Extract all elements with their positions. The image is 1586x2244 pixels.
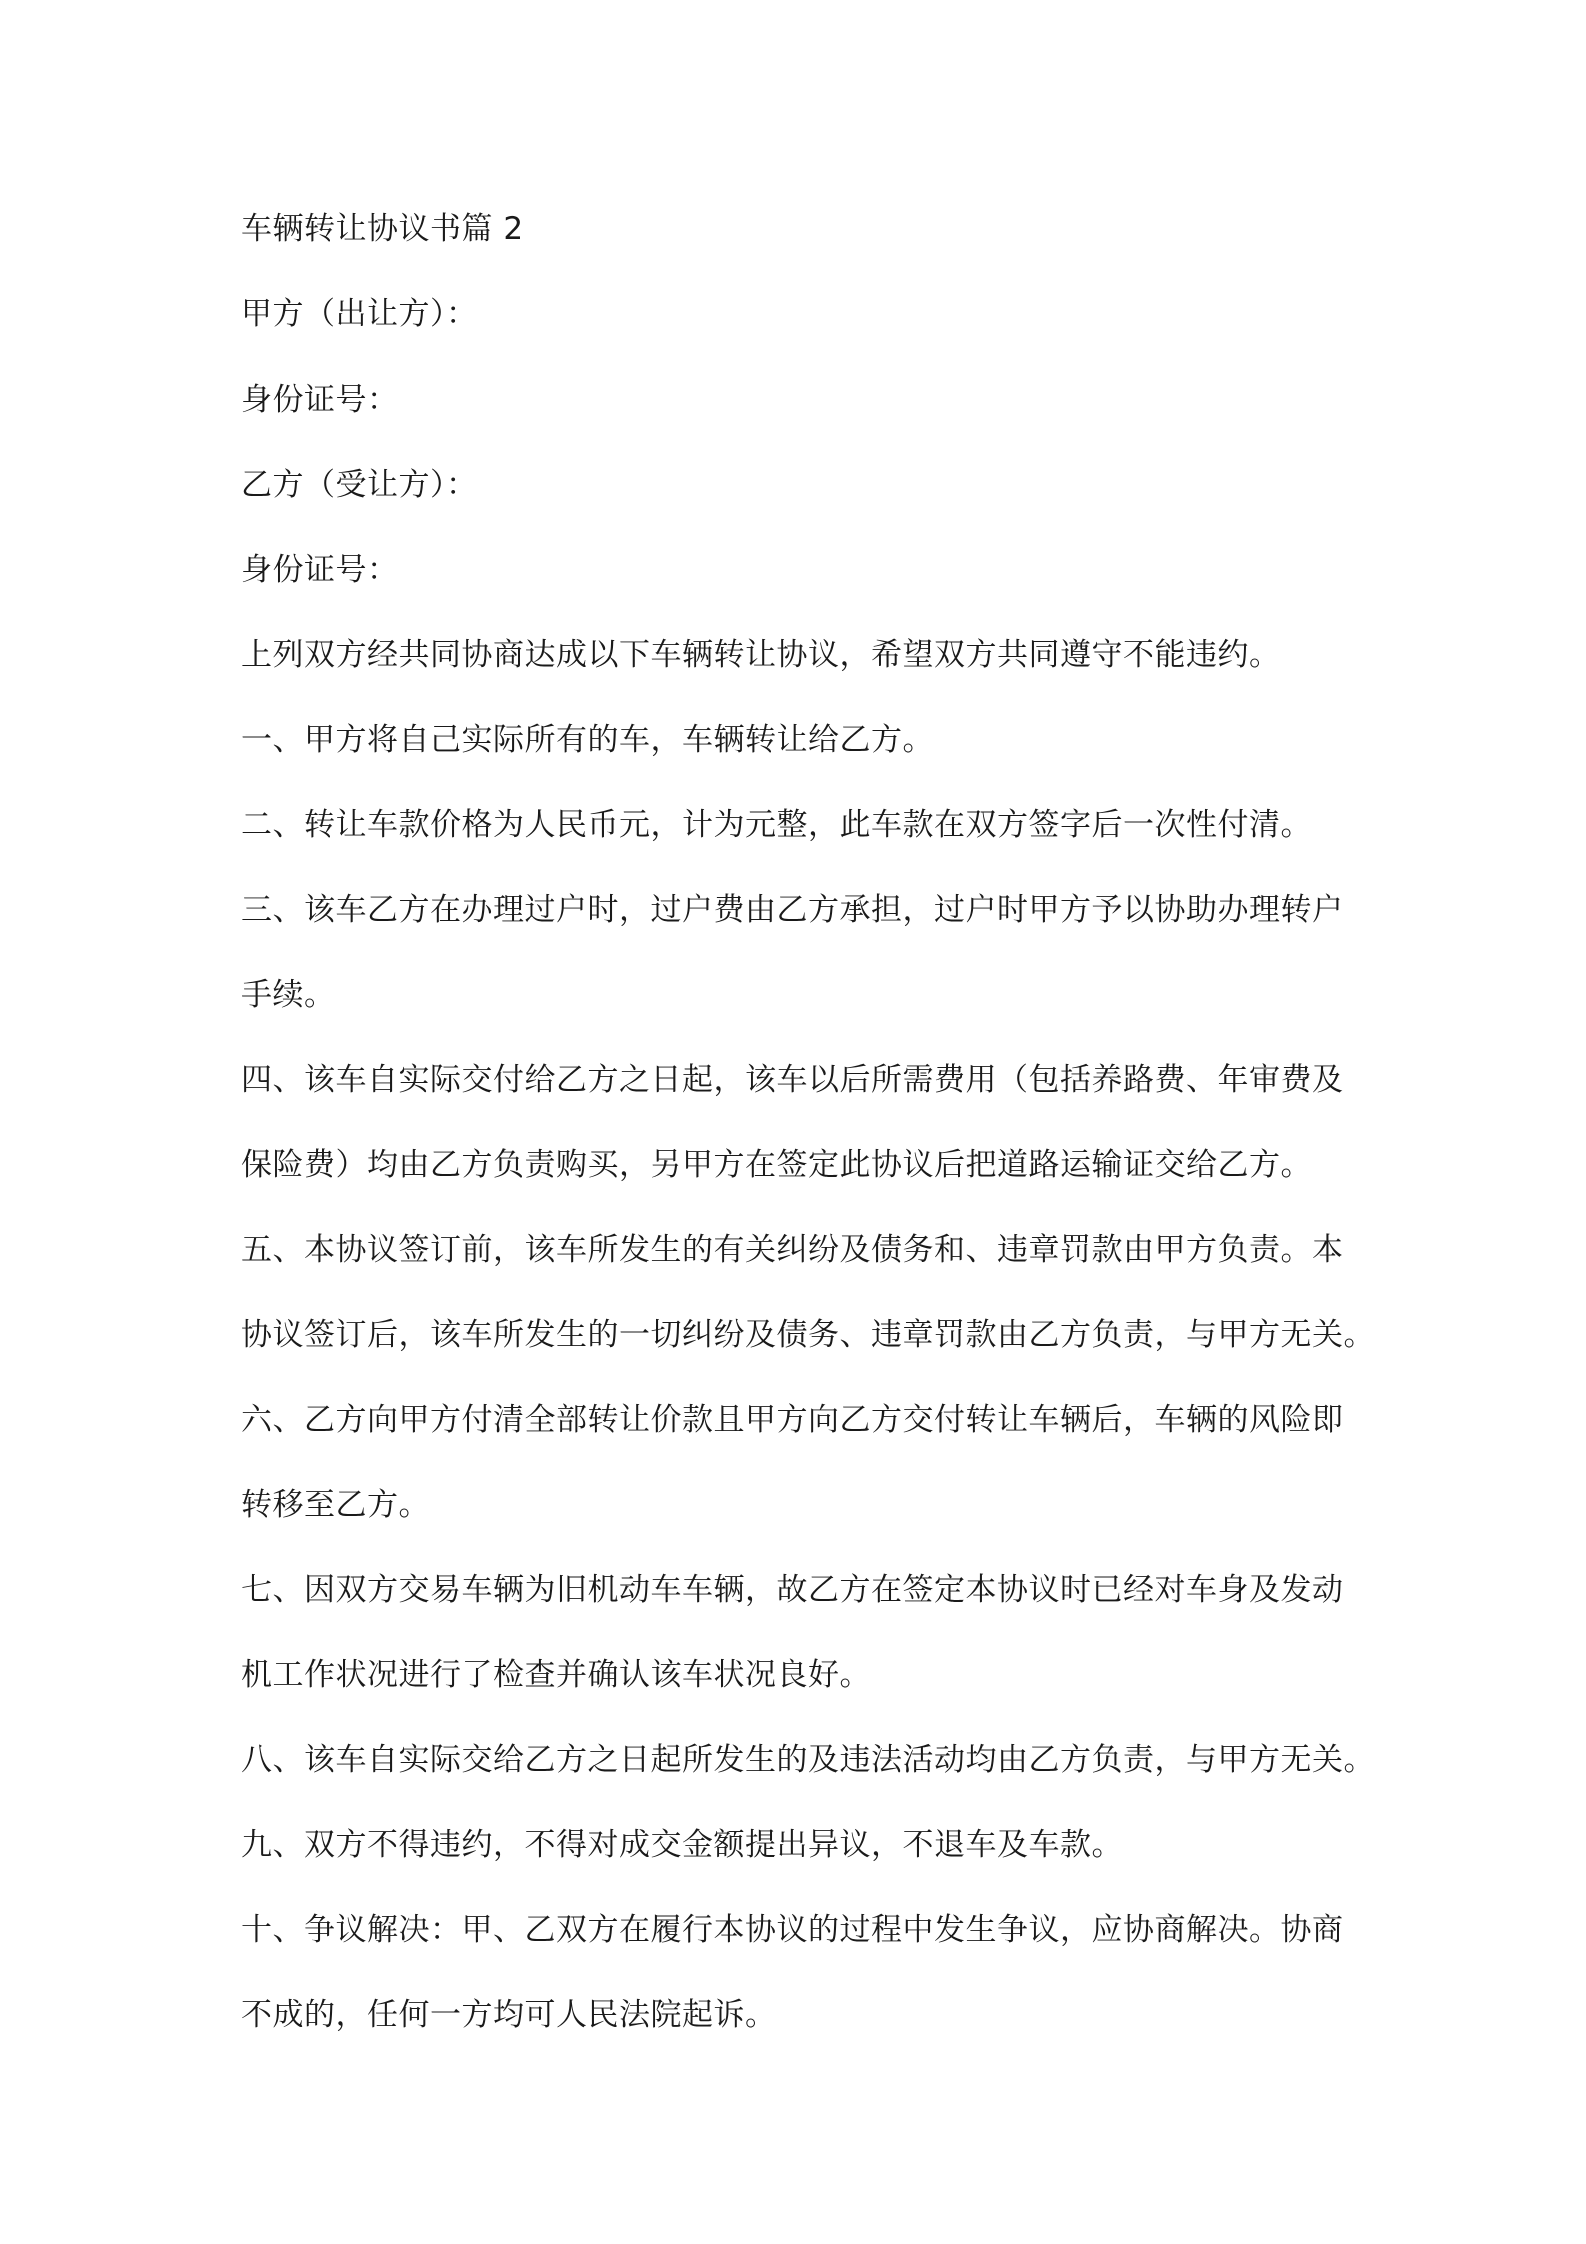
- intro-paragraph: 上列双方经共同协商达成以下车辆转让协议，希望双方共同遵守不能违约。: [241, 637, 1281, 673]
- clause-3-line-1: 三、该车乙方在办理过户时，过户费由乙方承担，过户时甲方予以协助办理转户: [241, 892, 1344, 928]
- clause-8: 八、该车自实际交给乙方之日起所发生的及违法活动均由乙方负责，与甲方无关。: [241, 1742, 1375, 1778]
- party-b-id-label: 身份证号：: [241, 552, 399, 588]
- clause-10-line-1: 十、争议解决：甲、乙双方在履行本协议的过程中发生争议，应协商解决。协商: [241, 1912, 1344, 1948]
- clause-6-line-1: 六、乙方向甲方付清全部转让价款且甲方向乙方交付转让车辆后，车辆的风险即: [241, 1402, 1344, 1438]
- clause-4-line-1: 四、该车自实际交付给乙方之日起，该车以后所需费用（包括养路费、年审费及: [241, 1062, 1344, 1098]
- clause-4-line-2: 保险费）均由乙方负责购买，另甲方在签定此协议后把道路运输证交给乙方。: [241, 1147, 1312, 1183]
- clause-7-line-1: 七、因双方交易车辆为旧机动车车辆，故乙方在签定本协议时已经对车身及发动: [241, 1572, 1344, 1608]
- party-a-id-label: 身份证号：: [241, 382, 399, 418]
- clause-2: 二、转让车款价格为人民币元，计为元整，此车款在双方签字后一次性付清。: [241, 807, 1312, 843]
- clause-5-line-2: 协议签订后，该车所发生的一切纠纷及债务、违章罚款由乙方负责，与甲方无关。: [241, 1317, 1375, 1353]
- clause-5-line-1: 五、本协议签订前，该车所发生的有关纠纷及债务和、违章罚款由甲方负责。本: [241, 1232, 1344, 1268]
- document-title: 车辆转让协议书篇 2: [241, 211, 524, 247]
- clause-10-line-2: 不成的，任何一方均可人民法院起诉。: [241, 1997, 777, 2033]
- clause-6-line-2: 转移至乙方。: [241, 1487, 430, 1523]
- clause-3-line-2: 手续。: [241, 977, 336, 1013]
- clause-7-line-2: 机工作状况进行了检查并确认该车状况良好。: [241, 1657, 871, 1693]
- party-a-label: 甲方（出让方）：: [241, 296, 478, 332]
- party-b-label: 乙方（受让方）：: [241, 467, 478, 503]
- clause-1: 一、甲方将自己实际所有的车，车辆转让给乙方。: [241, 722, 934, 758]
- clause-9: 九、双方不得违约，不得对成交金额提出异议，不退车及车款。: [241, 1827, 1123, 1863]
